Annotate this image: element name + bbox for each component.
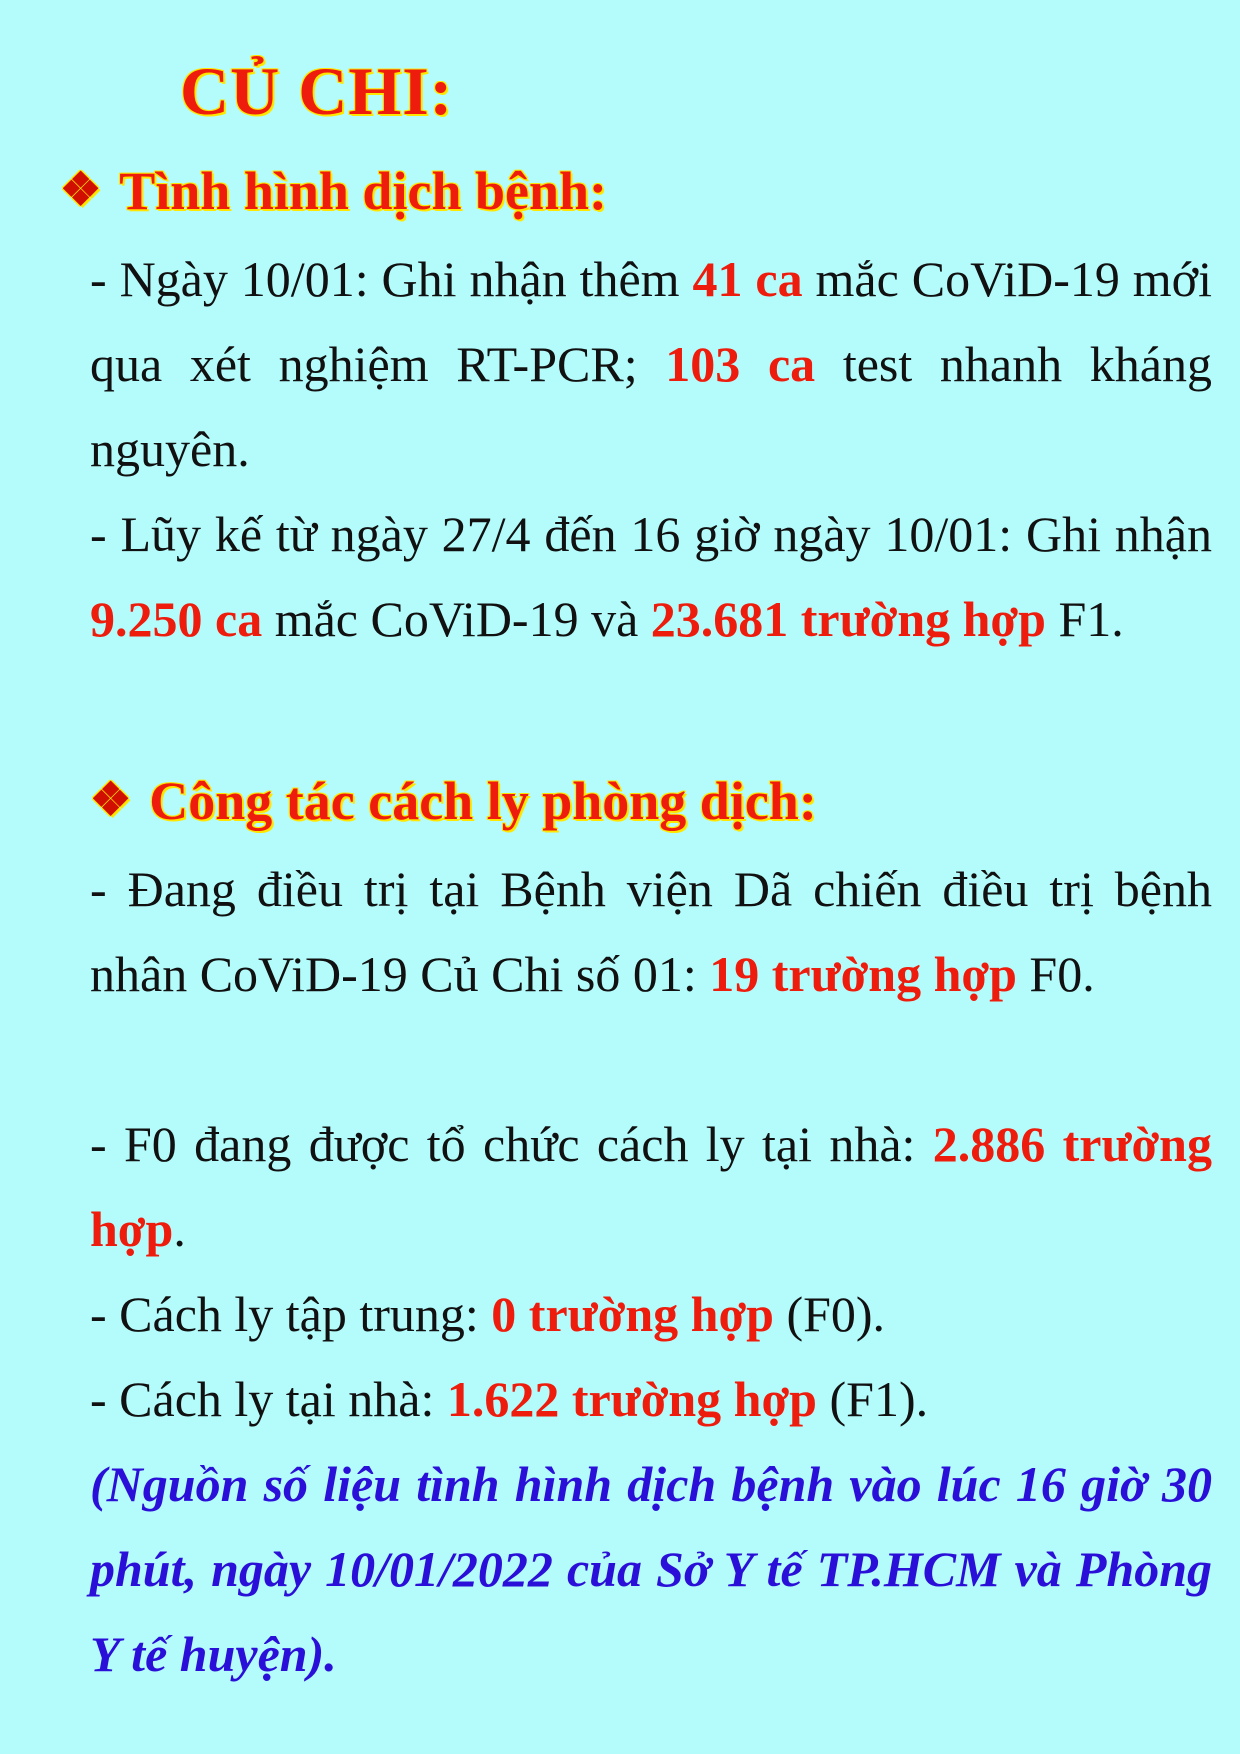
text-run: - Lũy kế từ ngày 27/4 đến 16 giờ ngày 10/01: Ghi nhận	[90, 506, 1212, 562]
text-run: - Cách ly tại nhà:	[90, 1371, 447, 1427]
section-heading-label: Tình hình dịch bệnh:	[119, 161, 608, 221]
section-heading-epidemic-situation	[60, 160, 607, 222]
text-run: (F0).	[773, 1286, 886, 1342]
paragraph-home-isolation-f0	[58, 1102, 1212, 1272]
diamond-bullet-icon: ❖	[90, 774, 132, 825]
text-run: test nhanh kháng nguyên.	[90, 336, 1212, 477]
diamond-bullet-icon: ❖	[60, 164, 102, 215]
paragraph-new-cases	[58, 237, 1212, 492]
text-run: - Đang điều trị tại Bệnh viện Dã chiến điều trị bệnh nhân CoViD-19 Củ Chi số 01:	[90, 861, 1212, 1002]
text-run: - Cách ly tập trung:	[90, 1286, 492, 1342]
paragraph-field-hospital	[58, 847, 1212, 1017]
text-run: - F0 đang được tổ chức cách ly tại nhà:	[90, 1116, 933, 1172]
paragraph-centralized-isolation	[58, 1272, 1212, 1357]
highlight-rapid-test-cases: 103 ca	[665, 336, 816, 392]
highlight-f1-cases: 23.681 trường hợp	[650, 591, 1046, 647]
highlight-cumulative-cases: 9.250 ca	[90, 591, 263, 647]
highlight-centralized-f0: 0 trường hợp	[491, 1286, 774, 1342]
source-note: (Nguồn số liệu tình hình dịch bệnh vào lúc 16 giờ 30 phút, ngày 10/01/2022 của Sở Y tế TP.HCM và Phòng Y tế huyện).	[90, 1456, 1212, 1682]
paragraph-home-isolation-f1	[58, 1357, 1212, 1442]
page-title: CỦ CHI:	[180, 53, 454, 129]
paragraph-cumulative-cases	[58, 492, 1212, 662]
text-run: .	[173, 1201, 186, 1257]
highlight-home-f1: 1.622 trường hợp	[446, 1371, 817, 1427]
section-heading-isolation-work	[90, 770, 817, 832]
text-run: F0.	[1016, 946, 1095, 1002]
section-heading-label: Công tác cách ly phòng dịch:	[149, 771, 817, 831]
highlight-home-f0: 2.886 trường hợp	[90, 1116, 1212, 1257]
text-run: (F1).	[817, 1371, 929, 1427]
highlight-hospital-f0: 19 trường hợp	[709, 946, 1017, 1002]
text-run: mắc CoViD-19 và	[262, 591, 651, 647]
text-run: - Ngày 10/01: Ghi nhận thêm	[90, 251, 693, 307]
highlight-new-pcr-cases: 41 ca	[692, 251, 803, 307]
text-run: F1.	[1045, 591, 1124, 647]
text-run: mắc CoViD-19 mới qua xét nghiệm RT-PCR;	[90, 251, 1212, 392]
